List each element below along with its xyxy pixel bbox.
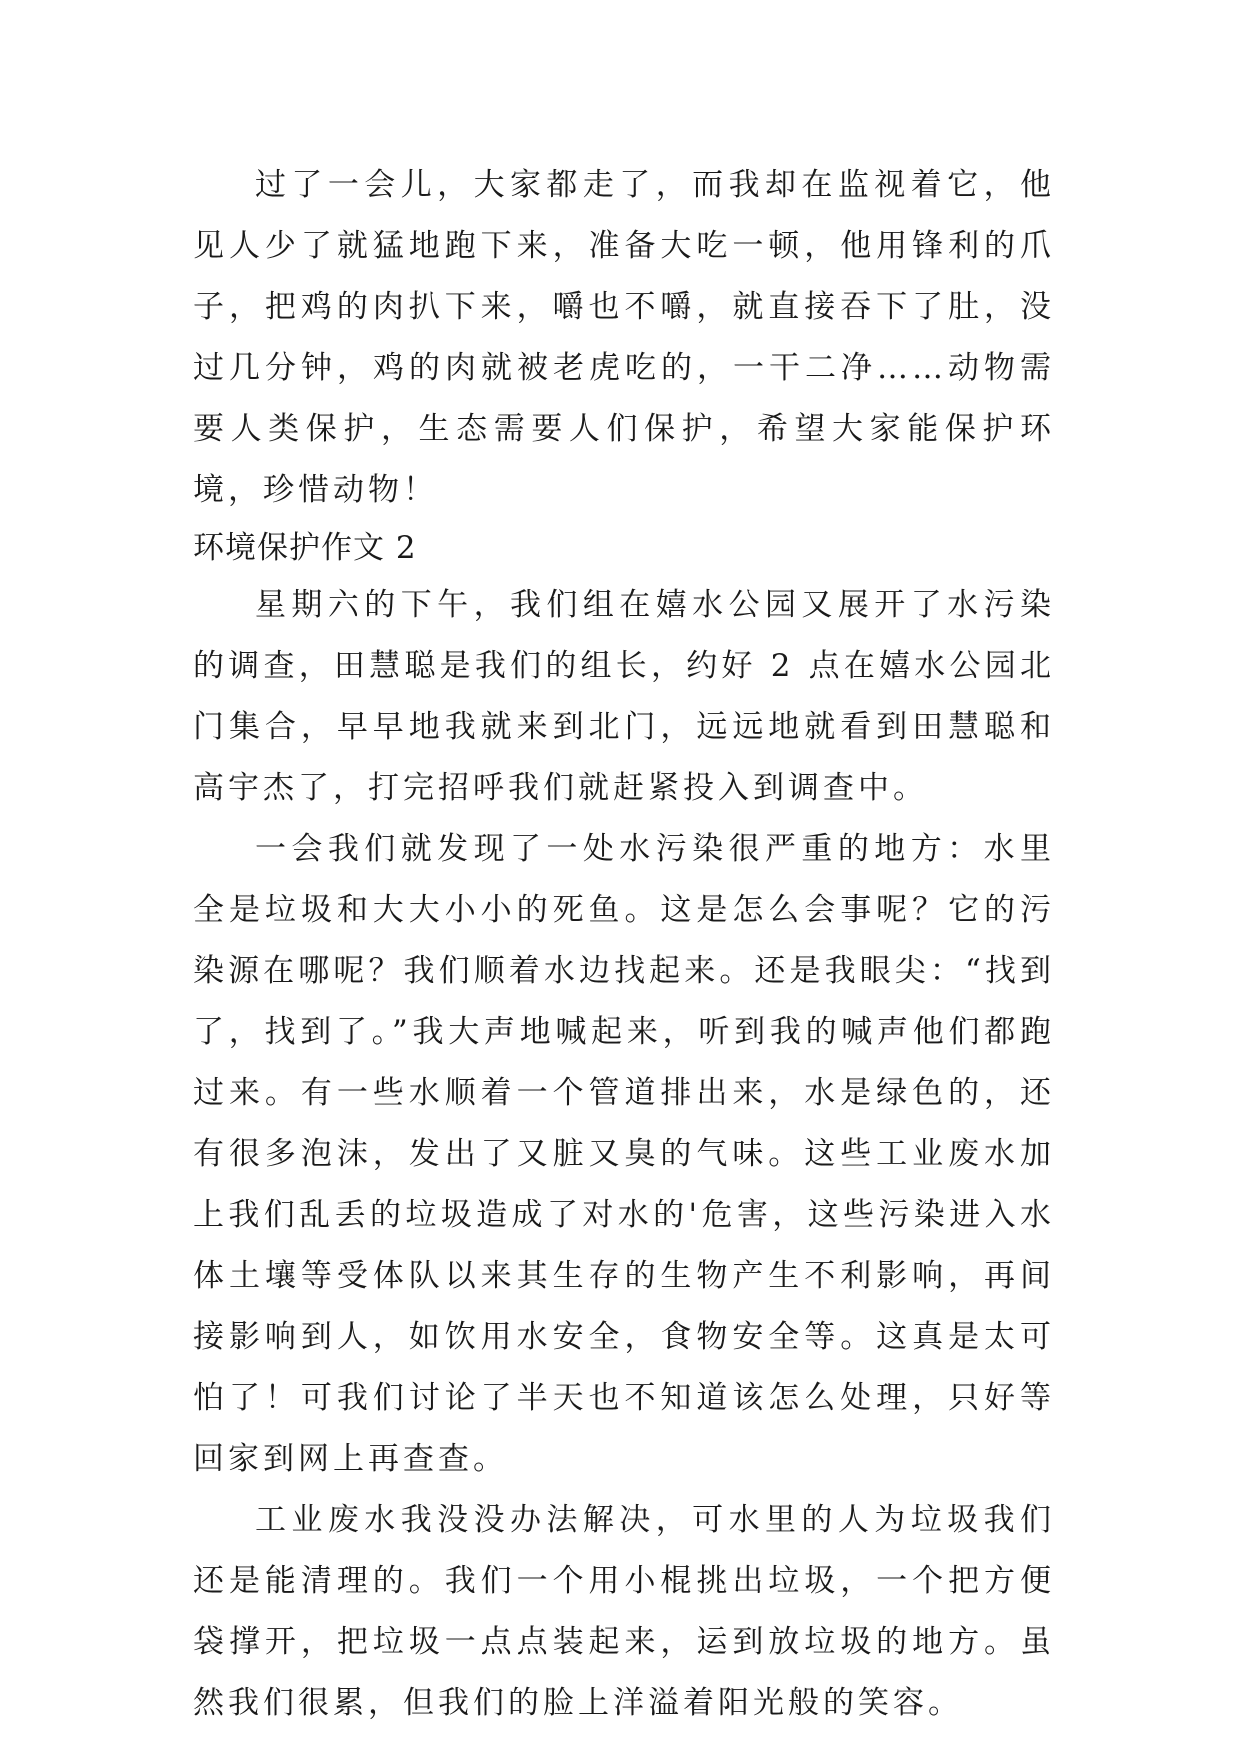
paragraph-4: 工业废水我没没办法解决，可水里的人为垃圾我们还是能清理的。我们一个用小棍挑出垃圾，一个把方便袋撑开，把垃圾一点点装起来，运到放垃圾的地方。虽然我们很累，但我们的脸上洋溢着阳光般的笑容。 (193, 1502, 1055, 1721)
paragraph-3: 一会我们就发现了一处水污染很严重的地方：水里全是垃圾和大大小小的死鱼。这是怎么会事呢？它的污染源在哪呢？我们顺着水边找起来。还是我眼尖：“找到了，找到了。”我大声地喊起来，听到我的喊声他们都跑过来。有一些水顺着一个管道排出来，水是绿色的，还有很多泡沫，发出了又脏又臭的气味。这些工业废水加上我们乱丢的垃圾造成了对水的'危害，这些污染进入水体土壤等受体队以来其生存的生物产生不利影响，再间接影响到人，如饮用水安全，食物安全等。这真是太可怕了！可我们讨论了半天也不知道该怎么处理，只好等回家到网上再查查。 (193, 831, 1055, 1477)
document-page (193, 155, 1055, 1734)
paragraph-1: 过了一会儿，大家都走了，而我却在监视着它，他见人少了就猛地跑下来，准备大吃一顿，他用锋利的爪子，把鸡的肉扒下来，嚼也不嚼，就直接吞下了肚，没过几分钟，鸡的肉就被老虎吃的，一干二净……动物需要人类保护，生态需要人们保护，希望大家能保护环境，珍惜动物！ (193, 167, 1055, 508)
paragraph-2: 星期六的下午，我们组在嬉水公园又展开了水污染的调查，田慧聪是我们的组长，约好 2 点在嬉水公园北门集合，早早地我就来到北门，远远地就看到田慧聪和高宇杰了，打完招呼我们就赶紧投入到调查中。 (193, 587, 1055, 806)
essay-heading: 环境保护作文 2 (193, 530, 417, 566)
